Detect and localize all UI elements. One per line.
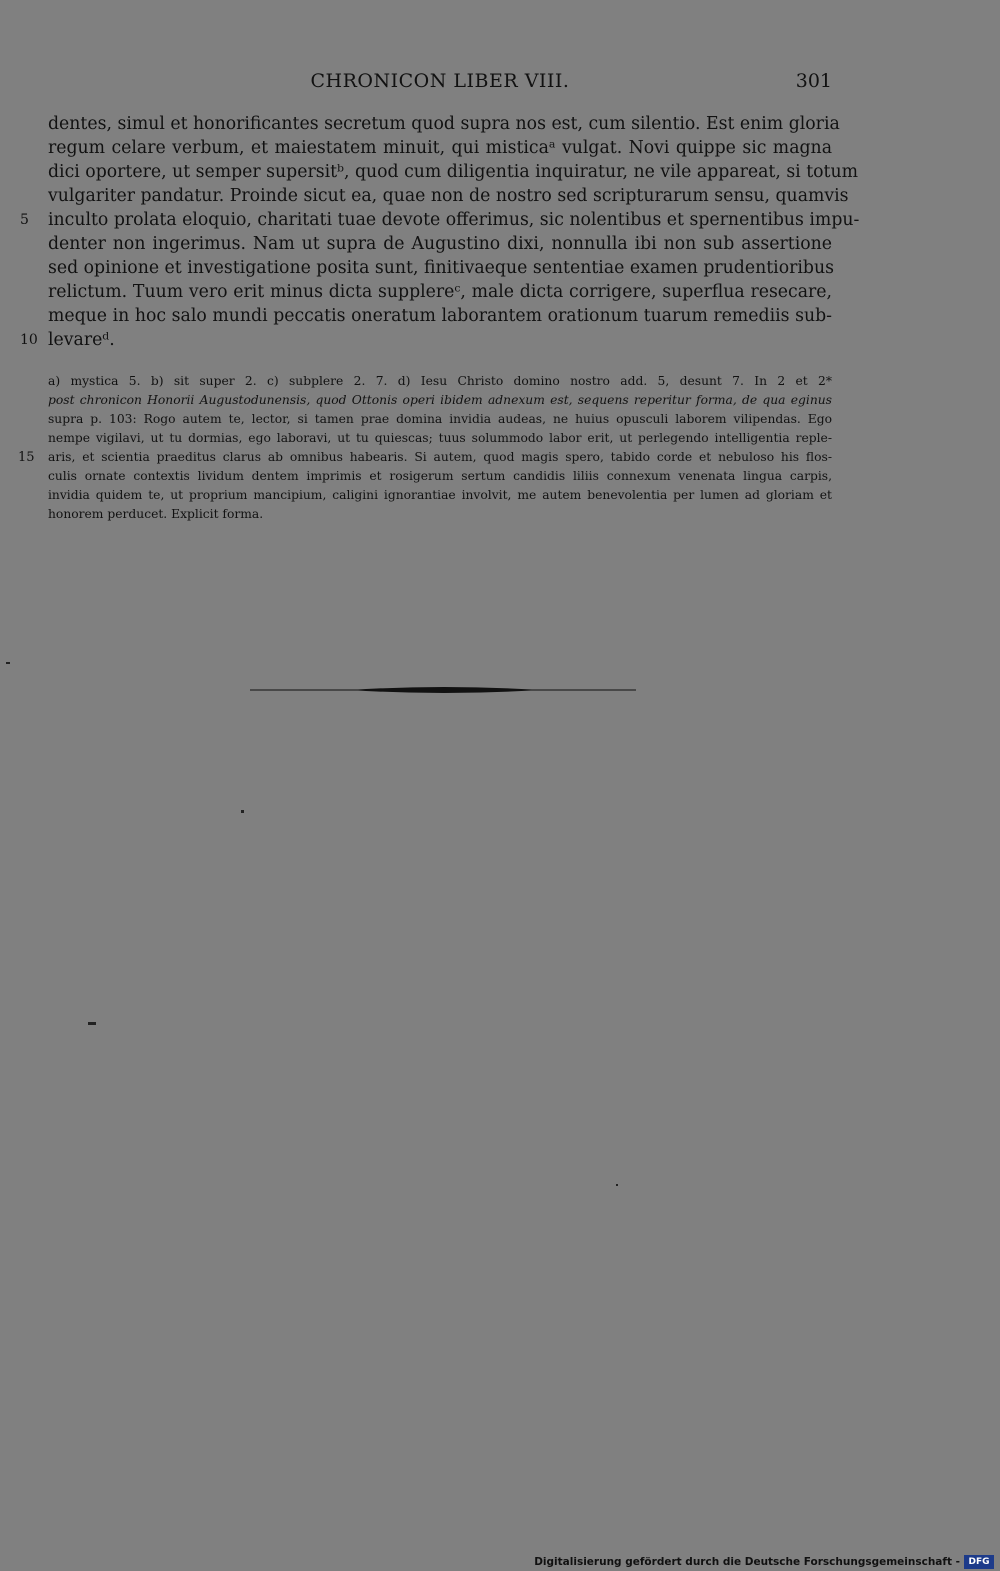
- line-text: relictum. Tuum vero erit minus dicta supplereᶜ, male dicta corrigere, superflua resecare,: [48, 282, 832, 302]
- line-text: regum celare verbum, et maiestatem minuit, qui misticaᵃ vulgat. Novi quippe sic magna: [48, 138, 832, 158]
- text-line: [20, 208, 860, 232]
- text-line: [48, 184, 849, 208]
- text-line: [48, 112, 840, 136]
- footnote-line: [48, 429, 832, 448]
- footnote-text: post chronicon Honorii Augustodunensis, quod Ottonis operi ibidem adnexum est, sequens reperitur forma, de qua eginus: [48, 393, 832, 407]
- text-line: [48, 160, 859, 184]
- text-line: [48, 232, 832, 256]
- line-number: 5: [20, 212, 29, 228]
- running-title: CHRONICON LIBER VIII.: [310, 70, 570, 92]
- page-number: 301: [795, 70, 832, 92]
- footnote-line: [18, 448, 832, 467]
- scan-speck: [616, 1184, 618, 1186]
- end-ornament: [250, 684, 636, 696]
- footnote-text: a) mystica 5. b) sit super 2. c) subplere 2. 7. d) Iesu Christo domino nostro add. 5, desunt 7. In 2 et 2*: [48, 374, 832, 388]
- footnote-text: aris, et scientia praeditus clarus ab omnibus habearis. Si autem, quod magis spero, tabido corde et nebuloso his flos-: [48, 450, 832, 464]
- line-number: 15: [18, 450, 35, 465]
- footnote-line: [48, 372, 832, 391]
- line-text: meque in hoc salo mundi peccatis oneratum laborantem orationum tuarum remediis sub-: [48, 306, 832, 326]
- footnote-line: [48, 391, 832, 410]
- text-line: [48, 304, 832, 328]
- footnote-line: [48, 467, 832, 486]
- main-text: [20, 112, 860, 352]
- footnote-text: honorem perducet. Explicit forma.: [48, 507, 264, 521]
- footnote-line: [48, 505, 832, 524]
- line-text: sed opinione et investigatione posita sunt, finitivaeque sententiae examen prudentioribus: [48, 258, 834, 278]
- text-line: [48, 256, 832, 280]
- footnote-text: invidia quidem te, ut proprium mancipium, caligini ignorantiae involvit, me autem benevolentia per lumen ad gloriam et: [48, 488, 832, 502]
- dfg-logo: DFG: [964, 1555, 994, 1569]
- line-text: dici oportere, ut semper supersitᵇ, quod cum diligentia inquiratur, ne vile appareat, si totum: [48, 162, 859, 182]
- scan-speck: [6, 662, 10, 664]
- line-text: inculto prolata eloquio, charitati tuae devote offerimus, sic nolentibus et spernentibus impu-: [48, 210, 860, 230]
- line-text: levareᵈ.: [48, 330, 115, 350]
- line-text: dentes, simul et honorificantes secretum quod supra nos est, cum silentio. Est enim gloria: [48, 114, 840, 134]
- scan-speck: [241, 810, 244, 813]
- text-line: [48, 136, 832, 160]
- line-number: 10: [20, 332, 38, 348]
- digitization-credit: Digitalisierung gefördert durch die Deutsche Forschungsgemeinschaft -: [534, 1556, 960, 1568]
- page-header: [48, 70, 832, 100]
- text-line: [20, 328, 832, 352]
- text-line: [48, 280, 832, 304]
- footnote-text: nempe vigilavi, ut tu dormias, ego laboravi, ut tu quiescas; tuus solummodo labor erit, ut perlegendo intelligentia reple-: [48, 431, 832, 445]
- footnote-text: culis ornate contextis lividum dentem imprimis et rosigerum sertum candidis liliis connexum venenata lingua carpis,: [48, 469, 832, 483]
- footnote-line: [48, 486, 832, 505]
- footnote-text: supra p. 103: Rogo autem te, lector, si tamen prae domina invidia audeas, ne huius opusculi laborem vilipendas. Ego: [48, 412, 832, 426]
- footnote-line: [48, 410, 832, 429]
- footnotes: [18, 372, 832, 524]
- line-text: denter non ingerimus. Nam ut supra de Augustino dixi, nonnulla ibi non sub assertione: [48, 234, 832, 254]
- line-text: vulgariter pandatur. Proinde sicut ea, quae non de nostro sed scripturarum sensu, quamvis: [48, 186, 849, 206]
- scan-speck: [88, 1022, 96, 1025]
